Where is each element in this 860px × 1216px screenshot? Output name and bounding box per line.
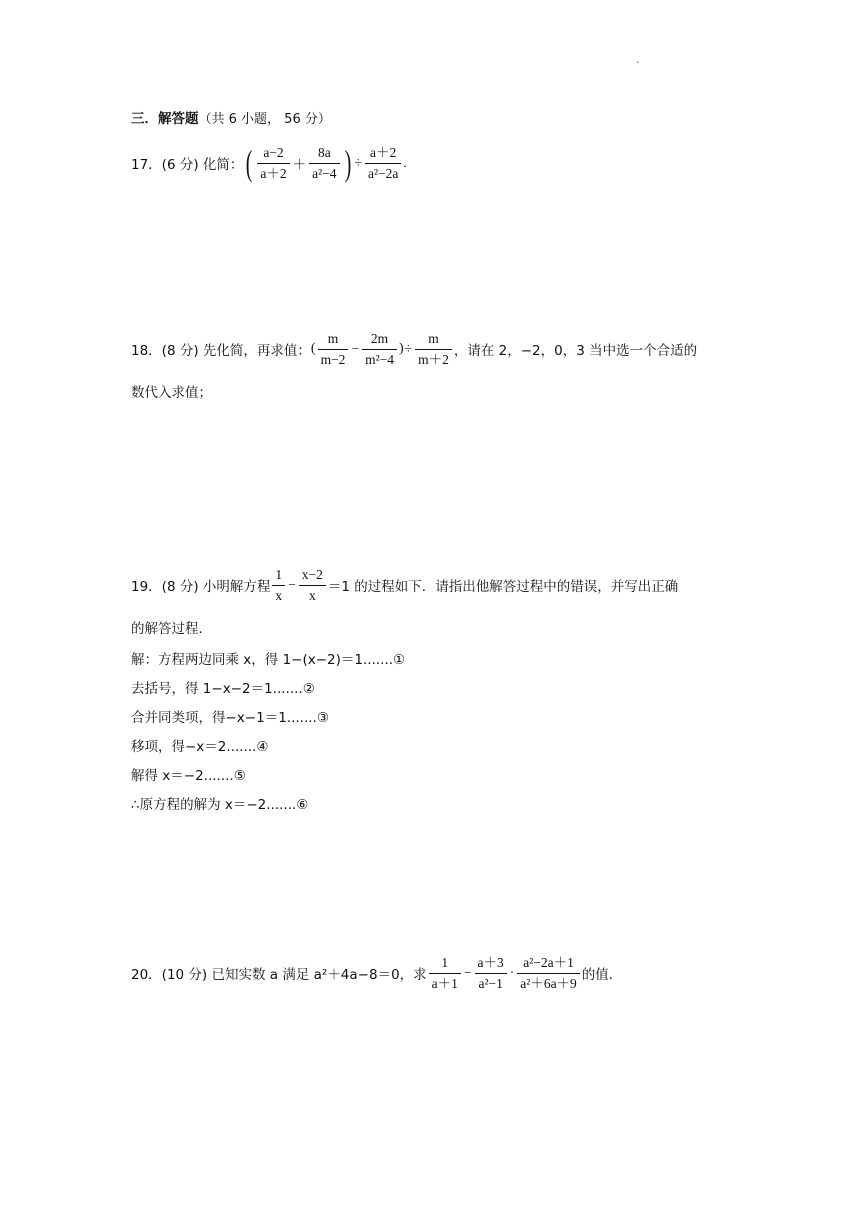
q20-fraction-2: $\frac{a+3}{\text{a²−1}}$ xyxy=(475,955,507,992)
q20-fraction-1: $\frac{1}{a+1}$ xyxy=(429,955,461,992)
q19-step-4: 移项，得−x＝2.......④ xyxy=(131,739,269,755)
q18-fraction-2: $\frac{2m}{\text{m²−4}}$ xyxy=(362,331,397,368)
q19-step-1: 解：方程两边同乘 x，得 1−(x−2)＝1.......① xyxy=(131,652,406,668)
q17-right-bracket: ) xyxy=(344,143,351,183)
q19-step-5: 解得 x＝−2.......⑤ xyxy=(131,768,246,784)
question-19 xyxy=(131,562,678,608)
q18-fraction-1: $\frac{m}{m-2}$ xyxy=(318,331,349,368)
q19-line-2: 的解答过程． xyxy=(131,621,212,637)
section-title: 三．解答题 xyxy=(131,111,199,127)
q17-left-bracket: ( xyxy=(246,143,253,183)
q17-divide: ÷ xyxy=(354,155,362,170)
q18-left-paren: ( xyxy=(310,341,316,356)
q20-expression xyxy=(427,955,582,992)
q19-minus: − xyxy=(288,577,296,592)
q17-fraction-3: $\frac{a+2}{\text{a²−2a}}$ xyxy=(365,145,401,182)
q19-fraction-1: $\frac{1}{x}$ xyxy=(272,567,285,604)
section-heading xyxy=(131,107,331,127)
q20-fraction-3: $\frac{\text{a²−2a＋1}}{\text{a²＋6a＋9}}$ xyxy=(517,955,580,992)
q17-plus: ＋ xyxy=(292,157,307,172)
page-mark: · xyxy=(636,58,640,69)
q17-period: . xyxy=(403,155,407,170)
q18-fraction-3: $\frac{m}{m+2}$ xyxy=(415,331,452,368)
q20-label: 20．(10 分) 已知实数 a 满足 a²＋4a−8＝0，求 xyxy=(131,967,427,983)
section-note: （共 6 小题， 56 分） xyxy=(198,112,331,127)
q18-tail: ，请在 2，−2，0，3 当中选一个合适的 xyxy=(453,343,698,359)
q18-expression xyxy=(311,331,454,368)
q17-label: 17．(6 分) 化简： xyxy=(131,157,244,173)
q18-divide: ÷ xyxy=(404,341,413,356)
q20-tail: 的值． xyxy=(581,967,623,983)
q20-dot: · xyxy=(509,965,515,980)
q19-step-3: 合并同类项，得−x−1＝1.......③ xyxy=(131,710,329,726)
q17-expression xyxy=(243,145,406,182)
question-20 xyxy=(131,950,622,996)
q19-label: 19．(8 分) 小明解方程 xyxy=(131,579,271,595)
q17-fraction-1: $\frac{a-2}{a+2}$ xyxy=(257,145,289,182)
q18-right-paren: ) xyxy=(398,341,404,356)
q19-tail: ＝1 的过程如下．请指出他解答过程中的错误，并写出正确 xyxy=(327,579,679,595)
q19-step-2: 去括号，得 1−x−2＝1.......② xyxy=(131,681,315,697)
question-18 xyxy=(131,326,697,372)
q18-minus: − xyxy=(351,341,360,356)
q18-line-2: 数代入求值； xyxy=(131,385,212,401)
q20-minus: − xyxy=(463,965,472,980)
question-17 xyxy=(131,140,407,186)
q19-step-6: ∴原方程的解为 x＝−2.......⑥ xyxy=(131,797,309,813)
q17-fraction-2: $\frac{8a}{\text{a²−4}}$ xyxy=(309,145,339,182)
q19-expression xyxy=(270,567,328,604)
q18-label: 18．(8 分) 先化简，再求值： xyxy=(131,343,311,359)
q19-fraction-2: $\frac{x-2}{x}$ xyxy=(299,567,326,604)
